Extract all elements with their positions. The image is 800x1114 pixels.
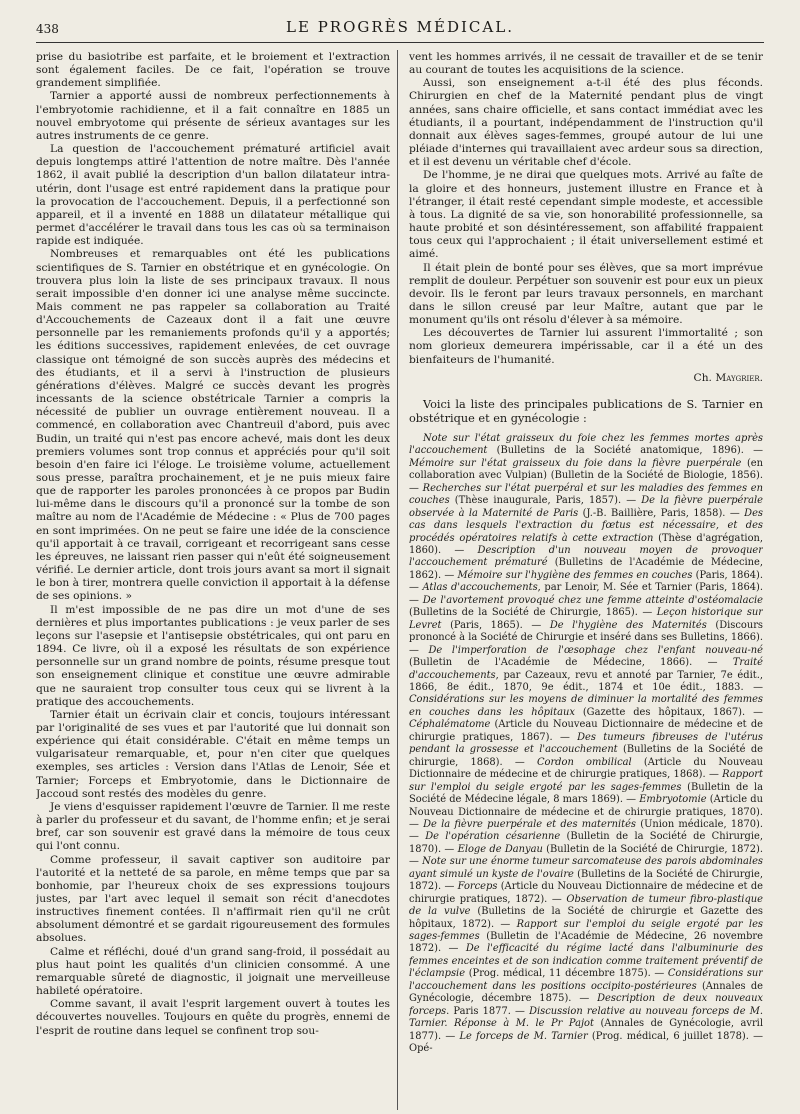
- bibliography-title: Considérations sur l'accouchement dans les positions occipito-postérieures: [409, 968, 763, 992]
- bibliography-details: (Paris, 1864). —: [409, 569, 763, 594]
- bibliography-details: (Article du Nouveau Dictionnaire de médecine et de chirurgie pratiques, 1870). —: [409, 794, 763, 830]
- bibliography-title: De l'avortement provoqué chez une femme atteinte d'ostéomalacie: [422, 594, 763, 606]
- bibliography-title: Forceps: [457, 881, 498, 893]
- bibliography-details: (Bulletin de l'Académie de Médecine, 1866). —: [409, 657, 733, 669]
- bibliography-details: (Bulletin de la Société de Médecine légale, 8 mars 1869). —: [409, 781, 763, 806]
- bibliography-title: Observation de tumeur fibro-plastique de la vulve: [409, 893, 763, 918]
- bibliography-details: (Union médicale, 1870). —: [409, 818, 763, 843]
- page-number: 438: [36, 22, 59, 36]
- bibliography-details: (Bulletins de la Société de chirurgie et Gazette des hôpitaux, 1872). —: [409, 906, 763, 930]
- bibliography-details: (Bulletins de la Société de chirurgie, 1868). —: [409, 744, 763, 768]
- bibliography-title: Mémoire sur l'hygiène des femmes en couches: [457, 569, 693, 581]
- paragraph: Calme et réfléchi, doué d'un grand sang-froid, il possédait au plus haut point les qualités d'un clinicien consommé. A une remarquable sûreté de diagnostic, il joignait une merveilleuse habileté opératoire.: [36, 944, 390, 998]
- bibliography-details: . Paris 1877. —: [446, 1005, 530, 1017]
- paragraph: Les découvertes de Tarnier lui assurent l'immortalité ; son nom glorieux demeurera impérissable, car il a été un des bienfaiteurs de l'humanité.: [409, 326, 763, 366]
- bibliography-details: (Gazette des hôpitaux, 1867). —: [574, 706, 763, 718]
- bibliography-title: Recherches sur l'état puerpéral et sur les maladies des femmes en couches: [409, 482, 763, 507]
- bibliography-details: (Article du Nouveau Dictionnaire de médecine et de chirurgie pratiques, 1867). —: [409, 719, 763, 743]
- bibliography-title: Rapport sur l'emploi du seigle ergoté par les sages-femmes: [409, 769, 763, 793]
- header-rule: [36, 42, 764, 43]
- bibliography-details: (Bulletins de la Société anatomique, 1896). —: [487, 445, 763, 457]
- bibliography-details: (Bulletin de l'Académie de Médecine, 26 novembre 1872). —: [409, 931, 763, 955]
- bibliography-title: De la fièvre puerpérale observée à la Maternité de Paris: [409, 495, 763, 519]
- bibliography-title: De la fièvre puerpérale et des maternités: [423, 818, 636, 830]
- bibliography-title: Mémoire sur l'état graisseux du foie dans la fièvre puerpérale: [409, 457, 742, 469]
- paragraph: Je viens d'esquisser rapidement l'œuvre de Tarnier. Il me reste à parler du professeur et du savant, de l'homme enfin; et je serai bref, car son souvenir est gravé dans la mémoire de tous ceux qui l'ont connu.: [36, 799, 390, 853]
- bibliography-title: Note sur l'état graisseux du foie chez les femmes mortes après l'accouchement: [409, 432, 763, 457]
- paragraph: Tarnier était un écrivain clair et concis, toujours intéressant par l'originalité de ses vues et par l'autorité que lui donnait son expérience qui était considérable. C'était en même temps un vulgarisateur remarquable, et, pour n'en citer que quelques exemples, ses articles : Version dans l'Atlas de Lenoir, Sée et Tarnier; Forceps et Embryotomie, dans le Dictionnaire de Jaccoud sont restés des modèles du genre.: [36, 707, 390, 800]
- bibliography-details: (en collaboration avec Vulpian) (Bulletin de la Société de Biologie, 1856). —: [409, 457, 763, 494]
- bibliography-title: Note sur une énorme tumeur sarcomateuse des parois abdominales ayant simulé un kyste de l'ovaire: [409, 856, 763, 880]
- paragraph: vent les hommes arrivés, il ne cessait de travailler et de se tenir au courant de toutes les acquisitions de la science.: [409, 50, 763, 77]
- bibliography-details: (Bulletins de l'Académie de Médecine, 1862). —: [409, 557, 763, 581]
- bibliography-title: Rapport sur l'emploi du seigle ergoté par les sages-femmes: [409, 918, 763, 943]
- paragraph: prise du basiotribe est parfaite, et le broiement et l'extraction sont également faciles. De ce fait, l'opération se trouve grandement simplifiée.: [36, 50, 390, 90]
- bibliography-title: Eloge de Danyau: [457, 843, 543, 855]
- bibliography-details: (Bulletin de la Société de Chirurgie, 1872). —: [409, 843, 763, 868]
- paragraph: Il m'est impossible de ne pas dire un mot d'une de ses dernières et plus importantes publications : je veux parler de ses leçons sur l'asepsie et l'antisepsie obstétricales, qui ont paru en 1894. Ce livre, où il a exposé les résultats de son expérience personnelle sur un grand nombre de points, résume presque tout son enseignement clinique et constitue une œuvre admirable que ne sauraient trop consulter tous ceux qui se livrent à la pratique des accouchements.: [36, 602, 390, 708]
- paragraph: Aussi, son enseignement a-t-il été des plus féconds. Chirurgien en chef de la Maternité pendant plus de vingt années, sans chaire officielle, et sans contact immédiat avec les étudiants, il a pourtant, indépendamment de l'instruction qu'il donnait aux élèves sages-femmes, groupé autour de lui une pléiade d'internes qui travaillaient avec ardeur sous sa direction, et il est devenu un véritable chef d'école.: [409, 76, 763, 169]
- bibliography-details: (Paris, 1865). —: [441, 619, 550, 631]
- bibliography-title: Traité d'accouchements: [409, 657, 763, 681]
- bibliography-details: (Annales de Gynécologie, décembre 1875). —: [409, 980, 763, 1005]
- bibliography-title: Discussion relative au nouveau forceps de M. Tarnier. Réponse à M. le Pr Pajot: [409, 1005, 763, 1030]
- author-signature: [409, 371, 763, 384]
- paragraph: Il était plein de bonté pour ses élèves, que sa mort imprévue remplit de douleur. Perpétuer son souvenir est pour eux un pieux devoir. Ils le feront par leurs travaux personnels, en marchant dans le sillon creusé par leur Maître, autant que par le monument qu'ils ont résolu d'élever à sa mémoire.: [409, 260, 763, 327]
- bibliography-title: De l'imperforation de l'œsophage chez l'enfant nouveau-né: [428, 644, 763, 656]
- bibliography-title: Considérations sur les moyens de diminuer la mortalité des femmes en couches dans les hôpitaux: [409, 694, 763, 718]
- paragraph: Comme professeur, il savait captiver son auditoire par l'autorité et la netteté de sa parole, en même temps que par sa bonhomie, par l'heureux choix de ses expressions toujours justes, par l'art avec lequel il semait son récit d'anecdotes instructives finement contées. Il n'affirmait rien qu'il ne crût absolument démontré et se gardait rigoureusement des formules absolues.: [36, 852, 390, 945]
- bibliography-details: , par Lenoir, M. Sée et Tarnier (Paris, 1864). —: [409, 582, 763, 606]
- column-divider: [397, 50, 398, 1110]
- bibliography-details: (Prog. médical, 11 décembre 1875). —: [465, 968, 668, 980]
- bibliography: [409, 433, 763, 1056]
- paragraph: Tarnier a apporté aussi de nombreux perfectionnements à l'embryotomie rachidienne, et il a fait connaître en 1885 un nouvel embryotome qui présente de sérieux avantages sur les autres instruments de ce genre.: [36, 89, 390, 142]
- bibliography-title: De l'efficacité du régime lacté dans l'albuminurie des femmes enceintes et de son indication comme traitement préventif de l'éclampsie: [409, 943, 763, 980]
- bibliography-title: Céphalématome: [409, 719, 491, 731]
- bibliography-intro: Voici la liste des principales publications de S. Tarnier en obstétrique et en gynécologie :: [409, 397, 763, 425]
- paragraph: La question de l'accouchement prématuré artificiel avait depuis longtemps attiré l'attention de notre maître. Dès l'année 1862, il avait publié la description d'un ballon dilatateur intra-utérin, dont l'usage est entré rapidement dans la pratique pour la provocation de l'accouchement. Depuis, il a perfectionné son appareil, et il a inventé en 1888 un dilatateur métallique qui permet d'accélérer le travail dans tous les cas où sa terminaison rapide est indiquée.: [36, 142, 390, 248]
- bibliography-details: (Annales de Gynécologie, avril 1877). —: [409, 1018, 763, 1042]
- paragraph: Nombreuses et remarquables ont été les publications scientifiques de S. Tarnier en obstétrique et en gynécologie. On trouvera plus loin la liste de ses principaux travaux. Il nous serait impossible d'en donner ici une analyse même succincte. Mais comment ne pas rappeler sa collaboration au Traité d'Accouchements de Cazeaux dont il a fait une œuvre personnelle par les remaniements profonds qu'il y a apportés; les éditions successives, rapidement enlevées, de cet ouvrage classique ont témoigné de son succès auprès des médecins et des étudiants, et il a servi à l'instruction de plusieurs générations d'élèves. Malgré ce succès devant les progrès incessants de la science obstétricale Tarnier a compris la nécessité de publier un ouvrage entièrement nouveau. Il a commencé, en collaboration avec Chantreuil d'abord, puis avec Budin, un traité qui n'est pas encore achevé, mais dont les deux premiers volumes sont trop connus et appréciés pour qu'il soit besoin d'en faire ici l'éloge. Le troisième volume, actuellement sous presse, paraîtra prochainement, et je ne puis mieux faire que de rapporter les paroles prononcées à ce propos par Budin lui-même dans le discours qu'il a prononcé sur la tombe de son maître au nom de l'Académie de Médecine : « Plus de 700 pages en sont imprimées. On ne peut se faire une idée de la conscience qu'il apportait à ce travail, corrigeant et recorrigeant sans cesse les épreuves, ne laissant rien passer qui n'eût été soigneusement vérifié. Le dernier article, dont trois jours avant sa mort il signait le bon à tirer, montrera quelle conviction il apportait à la défense de ses opinions. »: [36, 247, 390, 603]
- bibliography-title: Description de deux nouveaux forceps: [409, 993, 763, 1017]
- running-title: LE PROGRÈS MÉDICAL.: [286, 18, 514, 36]
- bibliography-details: (Bulletins de la Société de Chirurgie, 1865). —: [409, 607, 657, 619]
- bibliography-title: Des tumeurs fibreuses de l'utérus pendant la grossesse et l'accouchement: [409, 731, 763, 756]
- bibliography-details: (Article du Nouveau Dictionnaire de médecine et de chirurgie pratiques, 1868). —: [409, 756, 763, 781]
- bibliography-title: Embryotomie: [639, 794, 707, 806]
- bibliography-title: Description d'un nouveau moyen de provoquer l'accouchement prématuré: [409, 544, 763, 569]
- signature-name: Maygrier.: [715, 370, 763, 384]
- paragraph: De l'homme, je ne dirai que quelques mots. Arrivé au faîte de la gloire et des honneurs, justement illustre en France et à l'étranger, il était resté cependant simple modeste, et accessible à tous. La dignité de sa vie, son honorabilité professionnelle, sa haute probité et son désintéressement, son affabilité frappaient tous ceux qui l'approchaient ; il était universellement estimé et aimé.: [409, 168, 763, 261]
- bibliography-title: Leçon historique sur Levret: [409, 607, 763, 631]
- page-header: [36, 8, 764, 38]
- bibliography-details: (J.-B. Baillière, Paris, 1858). —: [578, 507, 745, 519]
- signature-prefix: Ch.: [693, 370, 716, 384]
- bibliography-title: Atlas d'accouchements: [422, 582, 538, 594]
- bibliography-title: Cordon ombilical: [536, 756, 632, 768]
- left-column: [36, 50, 390, 1110]
- bibliography-title: De l'opération césarienne: [425, 831, 561, 843]
- bibliography-details: (Article du Nouveau Dictionnaire de médecine et de chirurgie pratiques, 1872). —: [409, 881, 763, 905]
- paragraph: Comme savant, il avait l'esprit largement ouvert à toutes les découvertes nouvelles. Toujours en quête du progrès, ennemi de l'esprit de routine dans lequel se confinent trop sou-: [36, 997, 390, 1037]
- bibliography-details: (Thèse inaugurale, Paris, 1857). —: [449, 495, 642, 507]
- bibliography-title: Des cas dans lesquels l'extraction du fœtus est nécessaire, et des procédés opératoires relatifs à cette extraction: [409, 507, 763, 544]
- bibliography-details: (Prog. médical, 6 juillet 1878). — Opé-: [409, 1030, 763, 1055]
- right-column: [409, 50, 763, 1110]
- bibliography-details: (Bulletin de la Société de Chirurgie, 1870). —: [409, 831, 763, 855]
- bibliography-details: (Thèse d'agrégation, 1860). —: [409, 532, 763, 556]
- bibliography-details: (Bulletins de la Société de Chirurgie, 1872). —: [409, 868, 763, 893]
- bibliography-title: De l'hygiène des Maternités: [549, 619, 707, 631]
- bibliography-details: , par Cazeaux, revu et annoté par Tarnier, 7e édit., 1866, 8e édit., 1870, 9e édit., 1874 et 10e édit., 1883. —: [409, 669, 763, 693]
- bibliography-details: (Discours prononcé à la Société de Chirurgie et inséré dans ses Bulletins, 1866). —: [409, 619, 763, 656]
- bibliography-title: Le forceps de M. Tarnier: [459, 1030, 588, 1042]
